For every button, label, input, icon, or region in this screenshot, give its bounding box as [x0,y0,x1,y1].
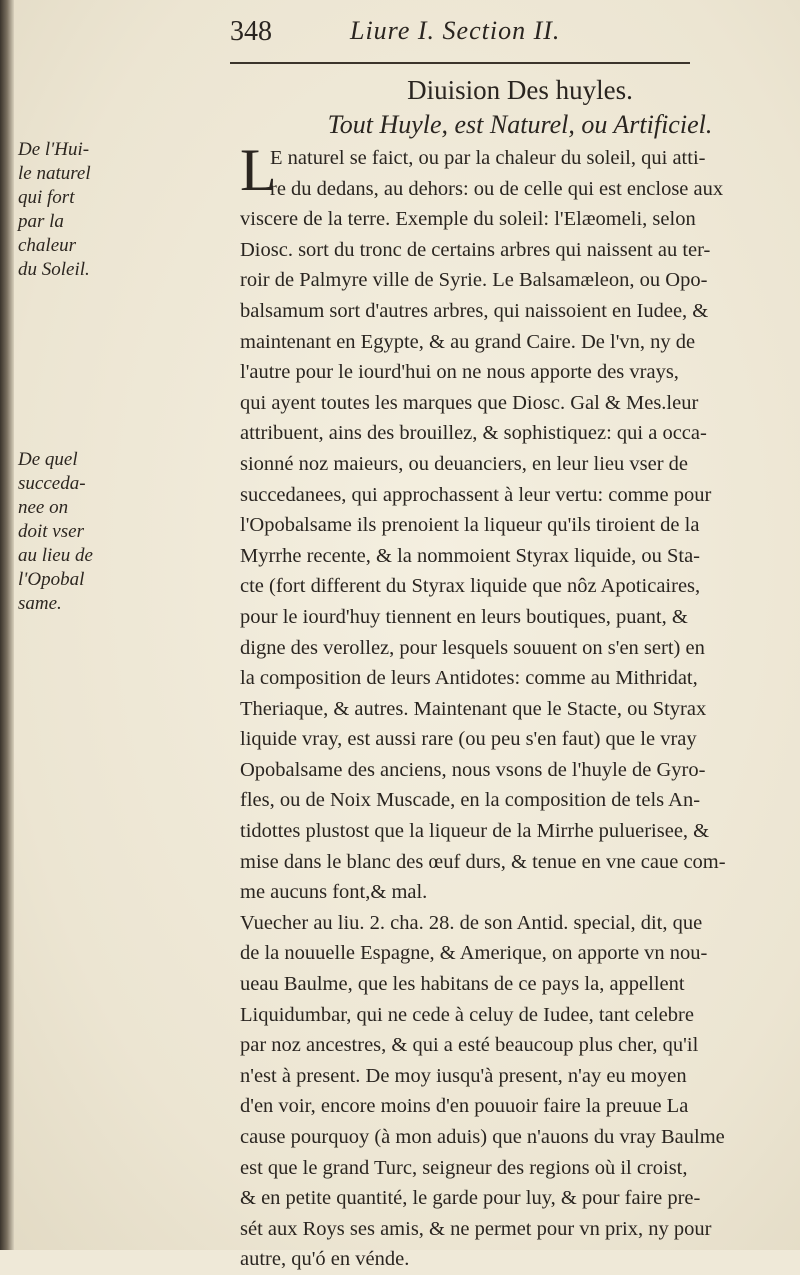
text-line: Theriaque, & autres. Maintenant que le Stacte, ou Styrax [240,697,707,720]
text-line: de la nouuelle Espagne, & Amerique, on apporte vn nou- [240,942,708,965]
header-rule [230,62,690,64]
text-line: mise dans le blanc des œuf durs, & tenue en vne caue com- [240,850,726,873]
heading-line-1: Diuision Des huyles. [407,75,633,105]
margin-note-line: De quel [18,449,78,470]
margin-note [18,138,118,282]
margin-note-line: par la [18,211,64,232]
margin-note-line: doit vser [18,521,84,542]
page-gutter-shadow [0,0,14,1250]
text-line: Liquidumbar, qui ne cede à celuy de Iudee, tant celebre [240,1003,694,1026]
text-line: balsamum sort d'autres arbres, qui naissoient en Iudee, & [240,299,709,322]
text-line: cte (fort different du Styrax liquide que nôz Apoticaires, [240,575,701,598]
text-line: sét aux Roys ses amis, & ne permet pour vn prix, ny pour [240,1217,712,1240]
text-line: d'en voir, encore moins d'en pouuoir faire la preuue La [240,1095,689,1118]
text-line: E naturel se faict, ou par la chaleur du soleil, qui atti- [270,147,706,169]
text-line: sionné noz maieurs, ou deuanciers, en leur lieu vser de [240,452,688,475]
section-heading [240,72,800,142]
margin-note-line: De l'Hui- [18,139,90,160]
heading-line-2: Tout Huyle, est Naturel, ou Artificiel. [327,110,713,139]
margin-note-line: qui fort [18,187,75,208]
margin-note-line: chaleur [18,235,77,256]
text-line: viscere de la terre. Exemple du soleil: l'Elæomeli, selon [240,208,696,231]
text-line: me aucuns font,& mal. [240,881,428,904]
text-line: l'Opobalsame ils prenoient la liqueur qu'ils tiroient de la [240,514,700,537]
text-line: liquide vray, est aussi rare (ou peu s'en faut) que le vray [240,728,697,751]
page-number: 348 [230,16,272,47]
text-line: succedanees, qui approchassent à leur vertu: comme pour [240,483,712,506]
text-line: autre, qu'ó en vénde. [240,1248,410,1271]
text-line: Opobalsame des anciens, nous vsons de l'huyle de Gyro- [240,758,706,781]
text-line: par noz ancestres, & qui a esté beaucoup plus cher, qu'il [240,1034,699,1057]
text-line: roir de Palmyre ville de Syrie. Le Balsamæleon, ou Opo- [240,269,708,292]
margin-note-line: nee on [18,497,69,518]
margin-note-line: succeda- [18,473,86,494]
text-line: digne des verollez, pour lesquels souuent on s'en sert) en [240,636,705,659]
text-line: pour le iourd'huy tiennent en leurs boutiques, puant, & [240,605,688,628]
text-line: tidottes plustost que la liqueur de la Mirrhe puluerisee, & [240,820,710,843]
text-line: cause pourquoy (à mon aduis) que n'auons du vray Baulme [240,1126,725,1148]
running-head [230,12,690,56]
margin-note-line: l'Opobal [18,569,85,590]
text-line: maintenant en Egypte, & au grand Caire. De l'vn, ny de [240,330,696,353]
text-line: n'est à present. De moy iusqu'à present, n'ay eu moyen [240,1064,687,1087]
margin-note-line: same. [18,593,62,614]
text-line: Vuecher au liu. 2. cha. 28. de son Antid. special, dit, que [240,911,703,934]
text-line: attribuent, ains des brouillez, & sophistiquez: qui a occa- [240,422,707,445]
text-line: qui ayent toutes les marques que Diosc. Gal & Mes.leur [240,391,699,414]
text-line: Myrrhe recente, & la nommoient Styrax liquide, ou Sta- [240,544,700,567]
body-text [240,143,800,1275]
text-line: & en petite quantité, le garde pour luy, & pour faire pre- [240,1187,701,1210]
margin-note-line: du Soleil. [18,259,90,280]
text-line: l'autre pour le iourd'hui on ne nous apporte des vrays, [240,361,679,384]
margin-note-line: le naturel [18,163,91,184]
running-head-title: Liure I. Section II. [350,16,561,45]
text-line: re du dedans, au dehors: ou de celle qui est enclose aux [270,177,724,200]
drop-cap: L [240,137,277,203]
text-line: Diosc. sort du tronc de certains arbres qui naissent au ter- [240,238,711,261]
text-line: la composition de leurs Antidotes: comme au Mithridat, [240,667,698,690]
text-line: est que le grand Turc, seigneur des regions où il croist, [240,1156,688,1179]
margin-note-line: au lieu de [18,545,93,566]
margin-note [18,448,118,616]
text-line: fles, ou de Noix Muscade, en la composition de tels An- [240,789,701,812]
text-line: ueau Baulme, que les habitans de ce pays la, appellent [240,973,685,996]
